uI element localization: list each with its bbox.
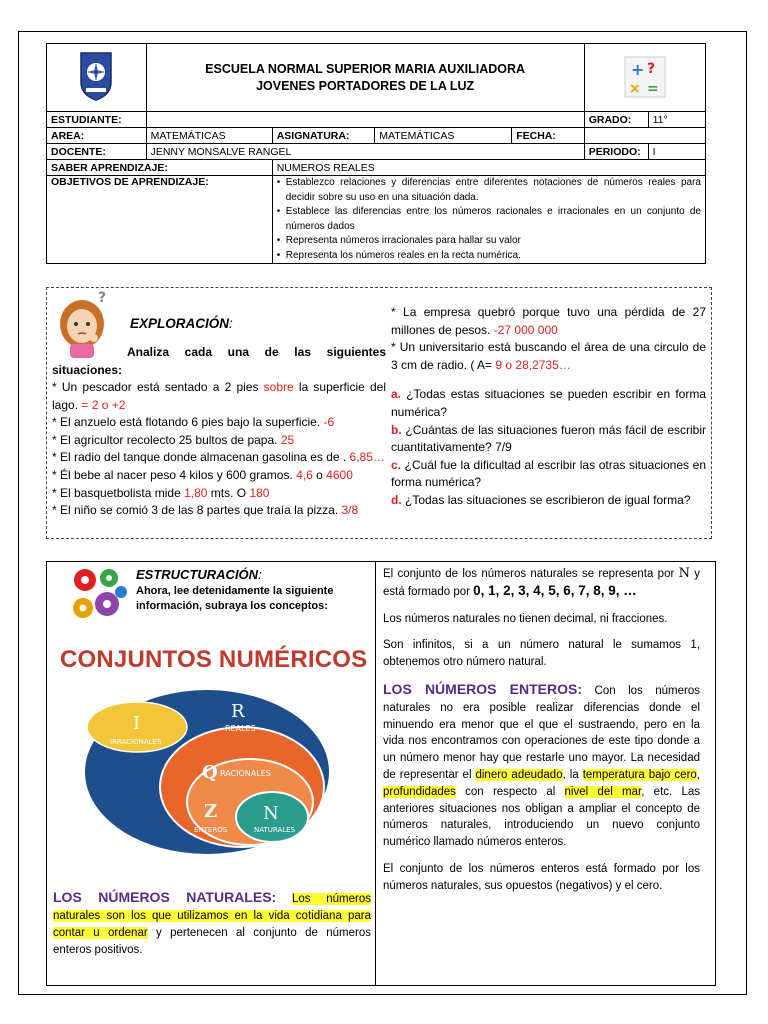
svg-text:=: = (646, 81, 659, 97)
objective-item: • Establece las diferencias entre los números racionales e irracionales en un conjunto de números dados (277, 205, 701, 234)
math-logo-cell (584, 44, 705, 112)
question-item: c. ¿Cuál fue la dificultad al escribir las otras situaciones en forma numérica? (391, 457, 706, 490)
exploration-title: EXPLORACIÓN: (130, 316, 233, 331)
situation-item: * El agricultor recolecto 25 bultos de papa. 25 (52, 432, 295, 447)
label-teacher: DOCENTE: (47, 144, 147, 160)
diagram-title: CONJUNTOS NUMÉRICOS (60, 646, 368, 673)
naturals-infinite: Son infinitos, si a un número natural le sumamos 1, obtenemos otro número natural. (383, 639, 700, 669)
objectives-list (272, 176, 705, 264)
exploration-right (391, 304, 706, 510)
question-item: d. ¿Todas las situaciones se escribieron de igual forma? (391, 492, 691, 507)
school-title (146, 44, 584, 112)
exploration-box (46, 287, 712, 539)
school-name: ESCUELA NORMAL SUPERIOR MARIA AUXILIADORA (205, 61, 526, 76)
label-I: I (133, 713, 141, 734)
naturals-definition: El conjunto de los números naturales se representa por N y está formado por 0, 1, 2, 3, 4, 5, 6, 7, 8, 9, … (383, 566, 700, 598)
situation-item: * El radio del tanque donde almacenan gasolina es de . 6,85… (52, 450, 385, 465)
integers-definition: El conjunto de los números enteros está formado por los números naturales, sus opuestos (negativos) y el cero. (383, 862, 700, 892)
label-grade: GRADO: (584, 112, 648, 128)
label-N: N (263, 803, 279, 824)
school-motto: JOVENES PORTADORES DE LA LUZ (256, 78, 475, 93)
label-Q: Q (202, 762, 218, 783)
label-R: R (231, 701, 245, 722)
structure-title: ESTRUCTURACIÓN: (136, 567, 262, 582)
svg-text:+: + (630, 60, 645, 79)
field-period[interactable]: I (648, 144, 705, 160)
integers-text: LOS NÚMEROS ENTEROS: Con los números naturales no era posible realizar diferencias donde el minuendo era menor que el que el sustraendo, pero en la vida nos encontramos con operaciones de este tipo donde a un número menor hay que restarle uno mayor. La necesidad de representar el dinero adeudado, la temperatura bajo cero, profundidades con respecto al nivel del mar, etc. Las anteriores situaciones nos obligan a ampliar el concepto de números naturales, introduciendo un nuevo conjunto numérico llamado números enteros. (383, 680, 700, 849)
situation-item: * El anzuelo está flotando 6 pies bajo la superficie. -6 (52, 415, 335, 430)
naturals-property: Los números naturales no tienen decimal, ni fracciones. (383, 612, 668, 625)
gears-icon (67, 564, 131, 626)
situation-item: * Un universitario está buscando el área de una circulo de 3 cm de radio. ( A= 9 o 28,2735… (391, 340, 706, 372)
objective-item: • Representa los números reales en la recta numérica. (277, 249, 701, 264)
field-area[interactable]: MATEMÁTICAS (146, 128, 272, 144)
svg-text:×: × (628, 81, 641, 97)
structure-subtitle: Ahora, lee detenidamente la siguiente información, subraya los conceptos: (136, 585, 334, 612)
label-objectives: OBJETIVOS DE APRENDIZAJE: (47, 176, 273, 264)
field-knowledge[interactable]: NUMEROS REALES (272, 160, 705, 176)
label-period: PERIODO: (584, 144, 648, 160)
label-enteros: ENTEROS (194, 826, 228, 834)
label-date: FECHA: (512, 128, 585, 144)
svg-text:?: ? (98, 290, 107, 306)
objective-item: • Representa números irracionales para hallar su valor (277, 234, 701, 249)
situation-item: * El niño se comió 3 de las 8 partes que traía la pizza. 3/8 (52, 503, 359, 518)
situation-item: * Un pescador está sentado a 2 pies sobre la superficie del lago. = 2 o +2 (52, 380, 386, 412)
label-irracionales: IRRACIONALES (110, 738, 162, 746)
label-Z: Z (204, 801, 218, 822)
field-teacher[interactable]: JENNY MONSALVE RANGEL (146, 144, 584, 160)
structure-right (383, 566, 700, 905)
school-logo-cell (47, 44, 147, 112)
label-naturales: NATURALES (254, 826, 296, 834)
objective-item: • Establezco relaciones y diferencias entre diferentes notaciones de números reales para decidir sobre su uso en una situación dada. (277, 176, 701, 205)
sets-diagram (47, 682, 375, 882)
structure-box (46, 561, 716, 986)
field-student[interactable] (146, 112, 584, 128)
question-item: a. ¿Todas estas situaciones se pueden escribir en forma numérica? (391, 387, 706, 419)
exploration-intro: Analiza cada una de las siguientes situaciones: (52, 345, 386, 377)
label-knowledge: SABER APRENDIZAJE: (47, 160, 273, 176)
header-table (46, 43, 706, 264)
math-symbols-icon (621, 51, 669, 101)
naturals-text: LOS NÚMEROS NATURALES: Los números naturales son los que utilizamos en la vida cotidiana para contar u ordenar y pertenecen al conjunto de números enteros positivos. (53, 889, 372, 956)
label-subject: ASIGNATURA: (272, 128, 375, 144)
label-student: ESTUDIANTE: (47, 112, 147, 128)
question-item: b. ¿Cuántas de las situaciones fueron más fácil de escribir cuantitativamente? 7/9 (391, 422, 706, 455)
situation-item: * La empresa quebró porque tuvo una pérdida de 27 millones de pesos. -27 000 000 (391, 305, 706, 337)
field-subject[interactable]: MATEMÁTICAS (375, 128, 512, 144)
label-area: AREA: (47, 128, 147, 144)
school-crest-icon (78, 50, 114, 102)
svg-text:?: ? (646, 61, 655, 77)
field-date[interactable] (584, 128, 705, 144)
label-racionales: RACIONALES (220, 769, 271, 778)
situation-item: * El basquetbolista mide 1,80 mts. O 180 (52, 485, 270, 500)
label-reales: REALES (225, 724, 256, 733)
exploration-list (52, 379, 386, 520)
situation-item: * Él bebe al nacer peso 4 kilos y 600 gramos. 4,6 o 4600 (52, 467, 353, 482)
structure-left (47, 562, 376, 985)
field-grade[interactable]: 11° (648, 112, 705, 128)
